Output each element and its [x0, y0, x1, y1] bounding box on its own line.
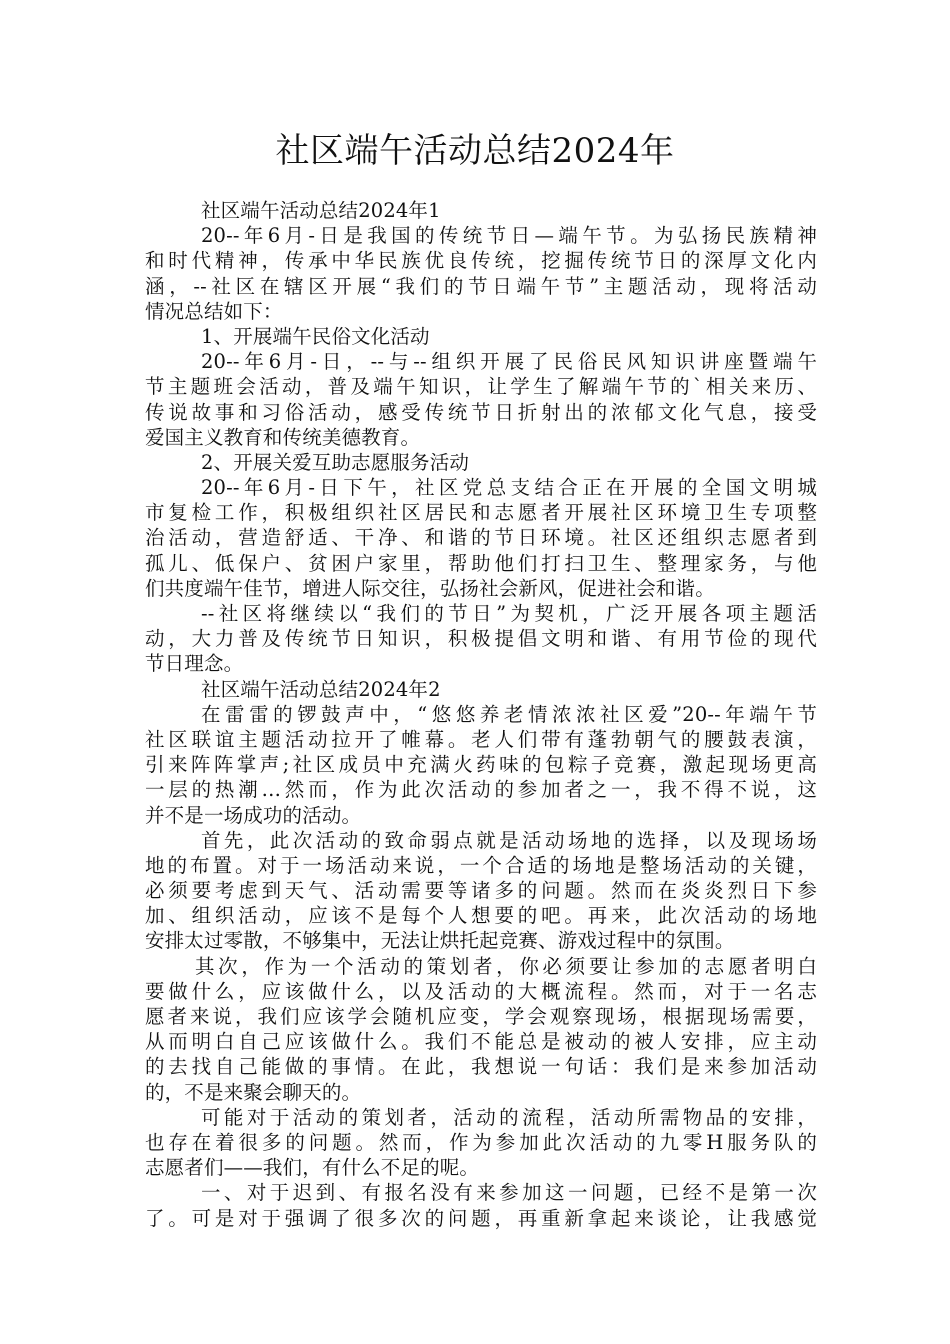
text-line: 社区联谊主题活动拉开了帷幕。老人们带有蓬勃朝气的腰鼓表演， — [145, 727, 817, 751]
text-line: 涵，--社区在辖区开展“我们的节日端午节”主题活动，现将活动 — [145, 274, 817, 298]
text-line: 要做什么，应该做什么，以及活动的大概流程。然而，对于一名志 — [145, 979, 817, 1003]
text-line: 治活动，营造舒适、干净、和谐的节日环境。社区还组织志愿者到 — [145, 526, 817, 550]
text-line: 1、开展端午民俗文化活动 — [201, 324, 430, 348]
text-line: 市复检工作，积极组织社区居民和志愿者开展社区环境卫生专项整 — [145, 501, 817, 525]
text-line: --社区将继续以“我们的节日”为契机，广泛开展各项主题活 — [201, 602, 817, 625]
text-line: 加、组织活动，应该不是每个人想要的吧。再来，此次活动的场地 — [145, 904, 817, 928]
text-line: 和时代精神，传承中华民族优良传统，挖掘传统节日的深厚文化内 — [145, 249, 817, 273]
text-line: 20--年6月-日下午，社区党总支结合正在开展的全国文明城 — [201, 476, 817, 500]
text-line: 的，不是来聚会聊天的。 — [145, 1080, 362, 1104]
text-line: 安排太过零散，不够集中，无法让烘托起竞赛、游戏过程中的氛围。 — [145, 929, 735, 953]
text-line: 引来阵阵掌声;社区成员中充满火药味的包粽子竞赛，激起现场更高 — [145, 753, 817, 777]
text-line: 愿者来说，我们应该学会随机应变，学会观察现场，根据现场需要， — [145, 1005, 817, 1028]
document-body — [145, 198, 817, 1231]
text-line: 一层的热潮…然而，作为此次活动的参加者之一，我不得不说，这 — [145, 778, 817, 802]
text-line: 其次，作为一个活动的策划者，你必须要让参加的志愿者明白 — [195, 954, 817, 978]
text-line: 情况总结如下： — [145, 299, 283, 323]
text-line: 2、开展关爱互助志愿服务活动 — [201, 450, 470, 474]
text-line: 可能对于活动的策划者，活动的流程，活动所需物品的安排， — [201, 1105, 817, 1129]
text-line: 社区端午活动总结2024年2 — [201, 677, 441, 701]
text-line: 20--年6月-日，--与--组织开展了民俗民风知识讲座暨端午 — [201, 350, 817, 374]
text-line: 动，大力普及传统节日知识，积极提倡文明和谐、有用节俭的现代 — [145, 627, 817, 651]
text-line: 节主题班会活动，普及端午知识，让学生了解端午节的`相关来历、 — [145, 375, 817, 399]
text-line: 20--年6月-日是我国的传统节日—端午节。为弘扬民族精神 — [201, 224, 817, 248]
text-line: 传说故事和习俗活动，感受传统节日折射出的浓郁文化气息，接受 — [145, 400, 817, 424]
text-line: 志愿者们——我们，有什么不足的呢。 — [145, 1156, 480, 1180]
text-line: 一、对于迟到、有报名没有来参加这一问题，已经不是第一次 — [201, 1181, 817, 1205]
text-line: 并不是一场成功的活动。 — [145, 803, 362, 827]
text-line: 在雷雷的锣鼓声中，“悠悠养老情浓浓社区爱”20--年端午节 — [201, 702, 817, 726]
text-line: 首先，此次活动的致命弱点就是活动场地的选择，以及现场场 — [201, 828, 817, 852]
text-line: 社区端午活动总结2024年1 — [201, 199, 441, 222]
text-line: 地的布置。对于一场活动来说，一个合适的场地是整场活动的关键， — [145, 853, 817, 877]
text-line: 爱国主义教育和传统美德教育。 — [145, 425, 421, 449]
text-line: 了。可是对于强调了很多次的问题，再重新拿起来谈论，让我感觉 — [145, 1206, 817, 1230]
text-line: 也存在着很多的问题。然而，作为参加此次活动的九零H服务队的 — [145, 1130, 817, 1154]
document-title: 社区端午活动总结2024年 — [275, 131, 675, 171]
text-line: 的去找自己能做的事情。在此，我想说一句话：我们是来参加活动 — [145, 1055, 817, 1079]
text-line: 们共度端午佳节，增进人际交往，弘扬社会新风，促进社会和谐。 — [145, 576, 715, 600]
text-line: 必须要考虑到天气、活动需要等诸多的问题。然而在炎炎烈日下参 — [145, 879, 817, 903]
text-line: 节日理念。 — [145, 652, 244, 676]
text-line: 孤儿、低保户、贫困户家里，帮助他们打扫卫生、整理家务，与他 — [145, 551, 817, 575]
text-line: 从而明白自己应该做什么。我们不能总是被动的被人安排，应主动 — [145, 1030, 817, 1054]
